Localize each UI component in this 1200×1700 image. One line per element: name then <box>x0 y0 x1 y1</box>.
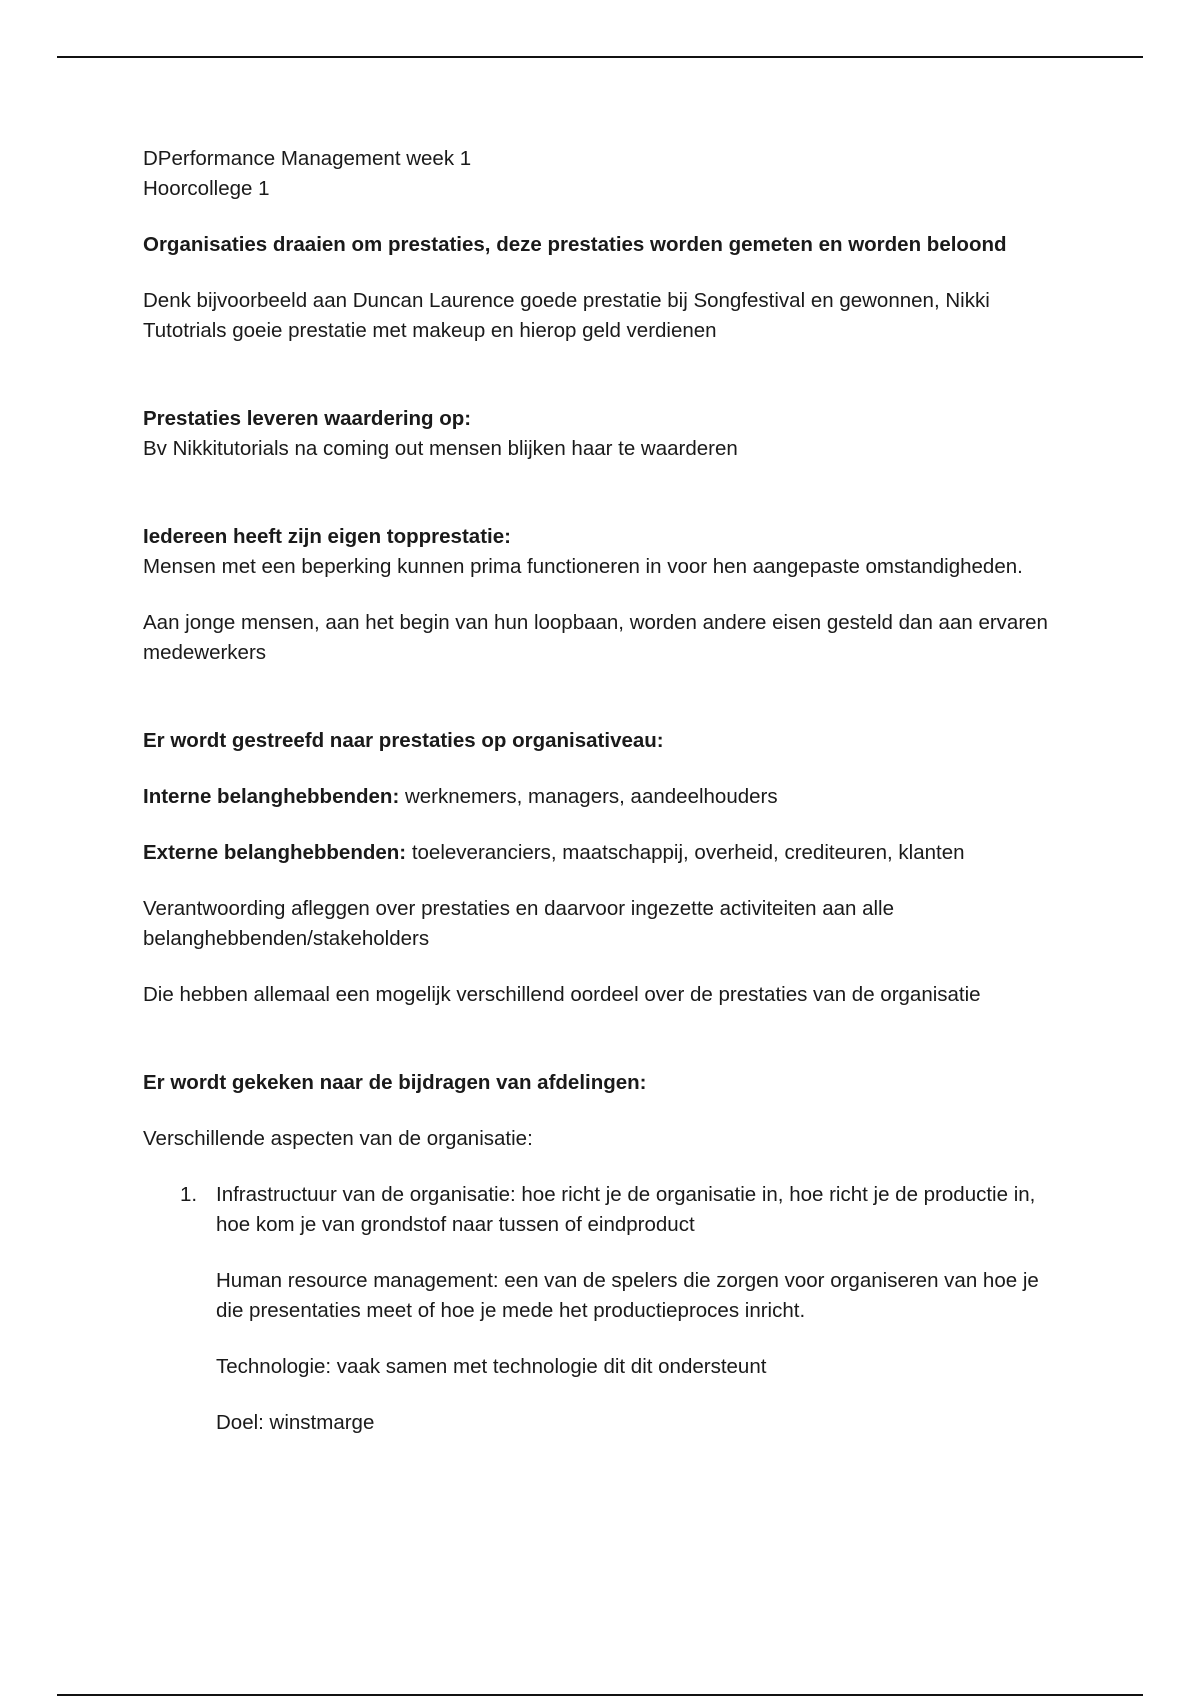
external-stakeholders <box>143 838 1063 868</box>
bottom-divider <box>57 1694 1143 1696</box>
top-divider <box>57 56 1143 58</box>
top-performance-heading: Iedereen heeft zijn eigen topprestatie: <box>143 525 511 548</box>
intro-paragraph: Denk bijvoorbeeld aan Duncan Laurence goede prestatie bij Songfestival en gewonnen, Nikki Tutotrials goeie prestatie met makeup en hierop geld verdienen <box>143 289 990 342</box>
external-stakeholders-label: Externe belanghebbenden: <box>143 841 407 864</box>
infrastructure-item: Infrastructuur van de organisatie: hoe richt je de organisatie in, hoe richt je de productie in, hoe kom je van grondstof naar tussen of eindproduct <box>216 1183 1036 1236</box>
intro-heading: Organisaties draaien om prestaties, deze prestaties worden gemeten en worden beloond <box>143 233 1007 256</box>
appreciation-heading: Prestaties leveren waardering op: <box>143 407 472 430</box>
external-stakeholders-text: toeleveranciers, maatschappij, overheid, crediteuren, klanten <box>406 841 965 864</box>
internal-stakeholders <box>143 782 1063 812</box>
top-performance-paragraph-2: Aan jonge mensen, aan het begin van hun loopbaan, worden andere eisen gesteld dan aan ervaren medewerkers <box>143 611 1048 664</box>
departments-intro: Verschillende aspecten van de organisatie: <box>143 1127 533 1150</box>
technology-paragraph: Technologie: vaak samen met technologie dit dit ondersteunt <box>216 1355 767 1378</box>
doc-subtitle: Hoorcollege 1 <box>143 177 270 200</box>
list-number: 1. <box>180 1183 198 1206</box>
departments-heading: Er wordt gekeken naar de bijdragen van afdelingen: <box>143 1071 647 1094</box>
doc-title: DPerformance Management week 1 <box>143 147 472 170</box>
internal-stakeholders-label: Interne belanghebbenden: <box>143 785 400 808</box>
document-page <box>143 144 1063 1438</box>
top-performance-paragraph-1: Mensen met een beperking kunnen prima functioneren in voor hen aangepaste omstandigheden. <box>143 555 1023 578</box>
list-item <box>143 1180 1063 1438</box>
accountability-paragraph: Verantwoording afleggen over prestaties en daarvoor ingezette activiteiten aan alle belanghebbenden/stakeholders <box>143 897 895 950</box>
goal-paragraph: Doel: winstmarge <box>216 1411 375 1434</box>
internal-stakeholders-text: werknemers, managers, aandeelhouders <box>399 785 778 808</box>
hrm-paragraph: Human resource management: een van de spelers die zorgen voor organiseren van hoe je die presentaties meet of hoe je mede het productieproces inricht. <box>216 1269 1039 1322</box>
appreciation-paragraph: Bv Nikkitutorials na coming out mensen blijken haar te waarderen <box>143 437 738 460</box>
org-level-heading: Er wordt gestreefd naar prestaties op organisativeau: <box>143 729 664 752</box>
judgement-paragraph: Die hebben allemaal een mogelijk verschillend oordeel over de prestaties van de organisatie <box>143 983 981 1006</box>
